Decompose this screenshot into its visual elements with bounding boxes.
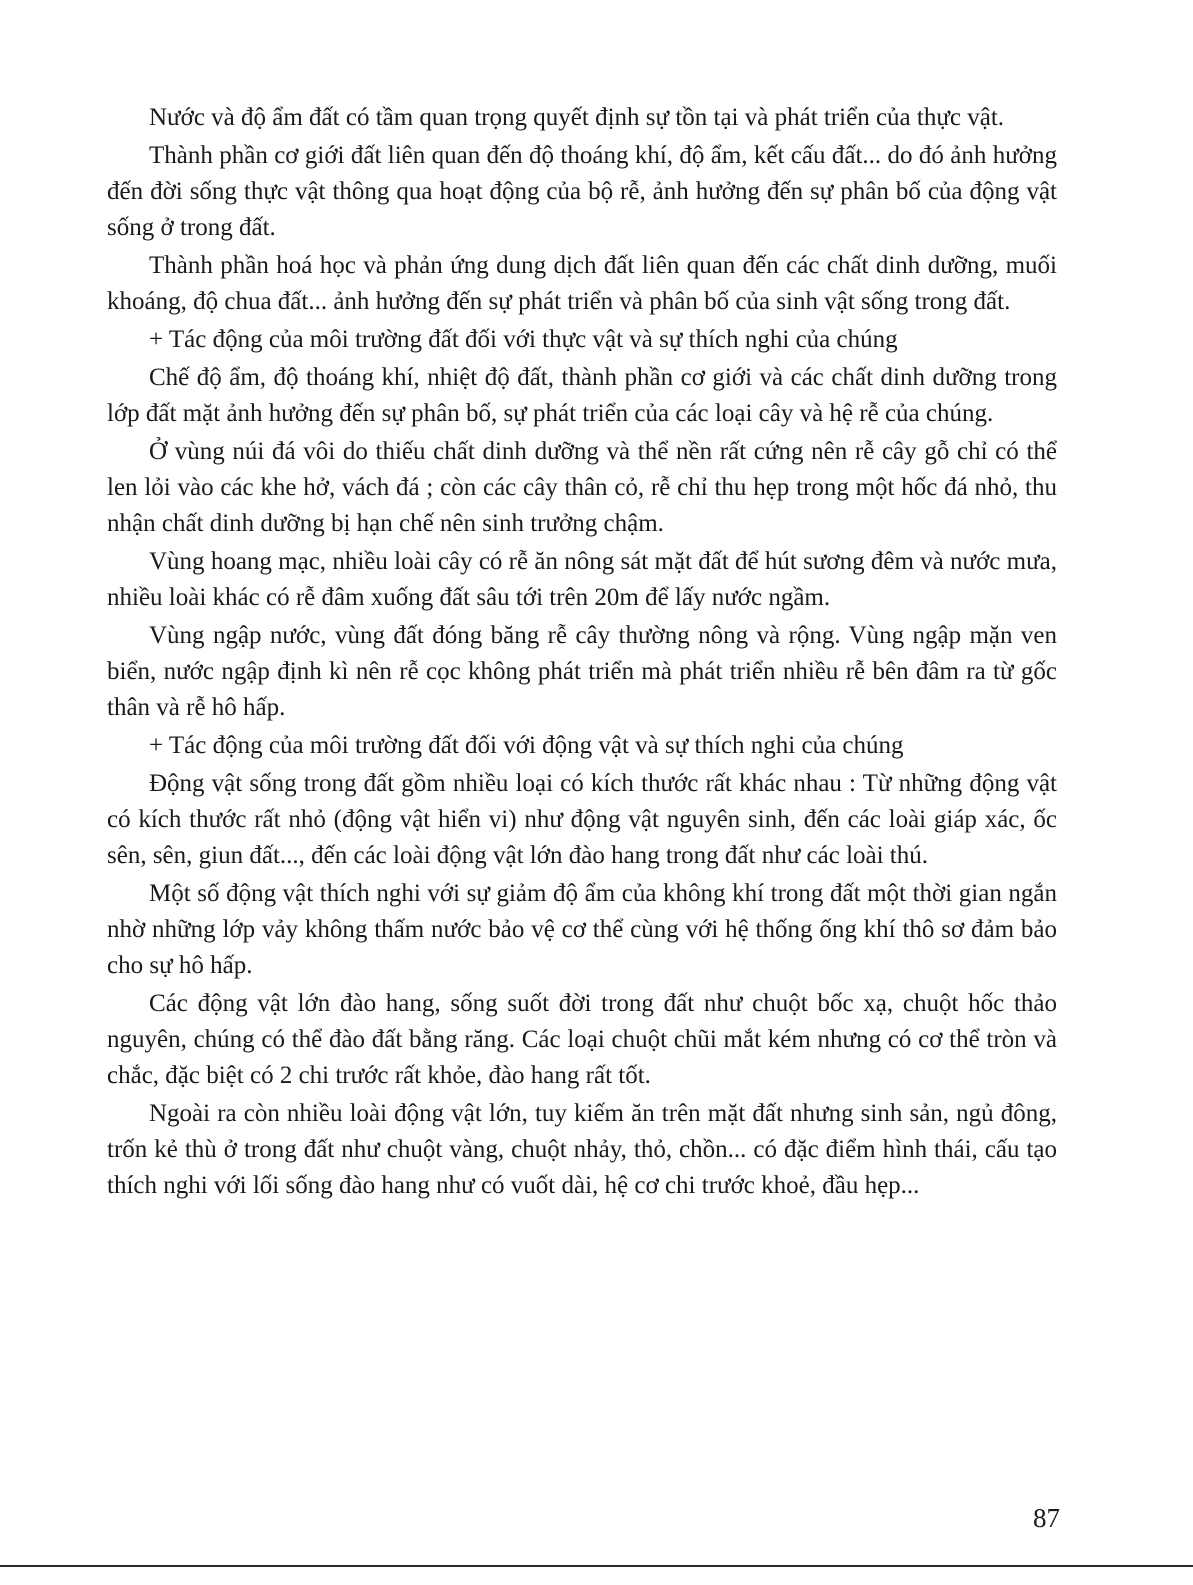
paragraph-soil-animals: Động vật sống trong đất gồm nhiều loại có kích thước rất khác nhau : Từ những động vật có kích thước rất nhỏ (động vật hiển vi) như động vật nguyên sinh, đến các loài giáp xác, ốc sên, sên, giun đất..., đến các loài động vật lớn đào hang trong đất như các loài thú. — [107, 770, 1057, 869]
paragraph-burrowing-animals: Các động vật lớn đào hang, sống suốt đời trong đất như chuột bốc xạ, chuột hốc thảo nguyên, chúng có thể đào đất bằng răng. Các loại chuột chũi mắt kém nhưng có cơ thể tròn và chắc, đặc biệt có 2 chi trước rất khỏe, đào hang rất tốt. — [107, 990, 1057, 1089]
paragraph-soil-regime: Chế độ ẩm, độ thoáng khí, nhiệt độ đất, thành phần cơ giới và các chất dinh dưỡng trong lớp đất mặt ảnh hưởng đến sự phân bố, sự phát triển của các loại cây và hệ rễ của chúng. — [107, 364, 1057, 427]
paragraph-desert: Vùng hoang mạc, nhiều loài cây có rễ ăn nông sát mặt đất để hút sương đêm và nước mưa, nhiều loài khác có rễ đâm xuống đất sâu tới trên 20m để lấy nước ngầm. — [107, 548, 1057, 611]
paragraph-water-moisture: Nước và độ ẩm đất có tầm quan trọng quyết định sự tồn tại và phát triển của thực vật. — [149, 104, 1005, 131]
subheading-animals: + Tác động của môi trường đất đối với động vật và sự thích nghi của chúng — [149, 732, 904, 759]
paragraph-large-animals: Ngoài ra còn nhiều loài động vật lớn, tuy kiếm ăn trên mặt đất nhưng sinh sản, ngủ đông, trốn kẻ thù ở trong đất như chuột vàng, chuột nhảy, thỏ, chồn... có đặc điểm hình thái, cấu tạo thích nghi với lối sống đào hang như có vuốt dài, hệ cơ chi trước khoẻ, đầu hẹp... — [107, 1100, 1057, 1199]
paragraph-flooded: Vùng ngập nước, vùng đất đóng băng rễ cây thường nông và rộng. Vùng ngập mặn ven biển, nước ngập định kì nên rễ cọc không phát triển mà phát triển nhiều rễ bên đâm ra từ gốc thân và rễ hô hấp. — [107, 622, 1057, 721]
subheading-plants: + Tác động của môi trường đất đối với thực vật và sự thích nghi của chúng — [149, 326, 898, 353]
paragraph-chemical-composition: Thành phần hoá học và phản ứng dung dịch đất liên quan đến các chất dinh dưỡng, muối khoáng, độ chua đất... ảnh hưởng đến sự phát triển và phân bố của sinh vật sống trong đất. — [107, 252, 1057, 315]
body-text — [107, 100, 1057, 1206]
bottom-rule — [0, 1565, 1193, 1567]
page-number: 87 — [1033, 1503, 1060, 1533]
paragraph-limestone: Ở vùng núi đá vôi do thiếu chất dinh dưỡng và thể nền rất cứng nên rễ cây gỗ chỉ có thể len lỏi vào các khe hở, vách đá ; còn các cây thân cỏ, rễ chỉ thu hẹp trong một hốc đá nhỏ, thu nhận chất dinh dưỡng bị hạn chế nên sinh trưởng chậm. — [107, 438, 1057, 537]
paragraph-mechanical-composition: Thành phần cơ giới đất liên quan đến độ thoáng khí, độ ẩm, kết cấu đất... do đó ảnh hưởng đến đời sống thực vật thông qua hoạt động của bộ rễ, ảnh hưởng đến sự phân bố của động vật sống ở trong đất. — [107, 142, 1057, 241]
paragraph-humidity-adaptation: Một số động vật thích nghi với sự giảm độ ẩm của không khí trong đất một thời gian ngắn nhờ những lớp vảy không thấm nước bảo vệ cơ thể cùng với hệ thống ống khí thô sơ đảm bảo cho sự hô hấp. — [107, 880, 1057, 979]
